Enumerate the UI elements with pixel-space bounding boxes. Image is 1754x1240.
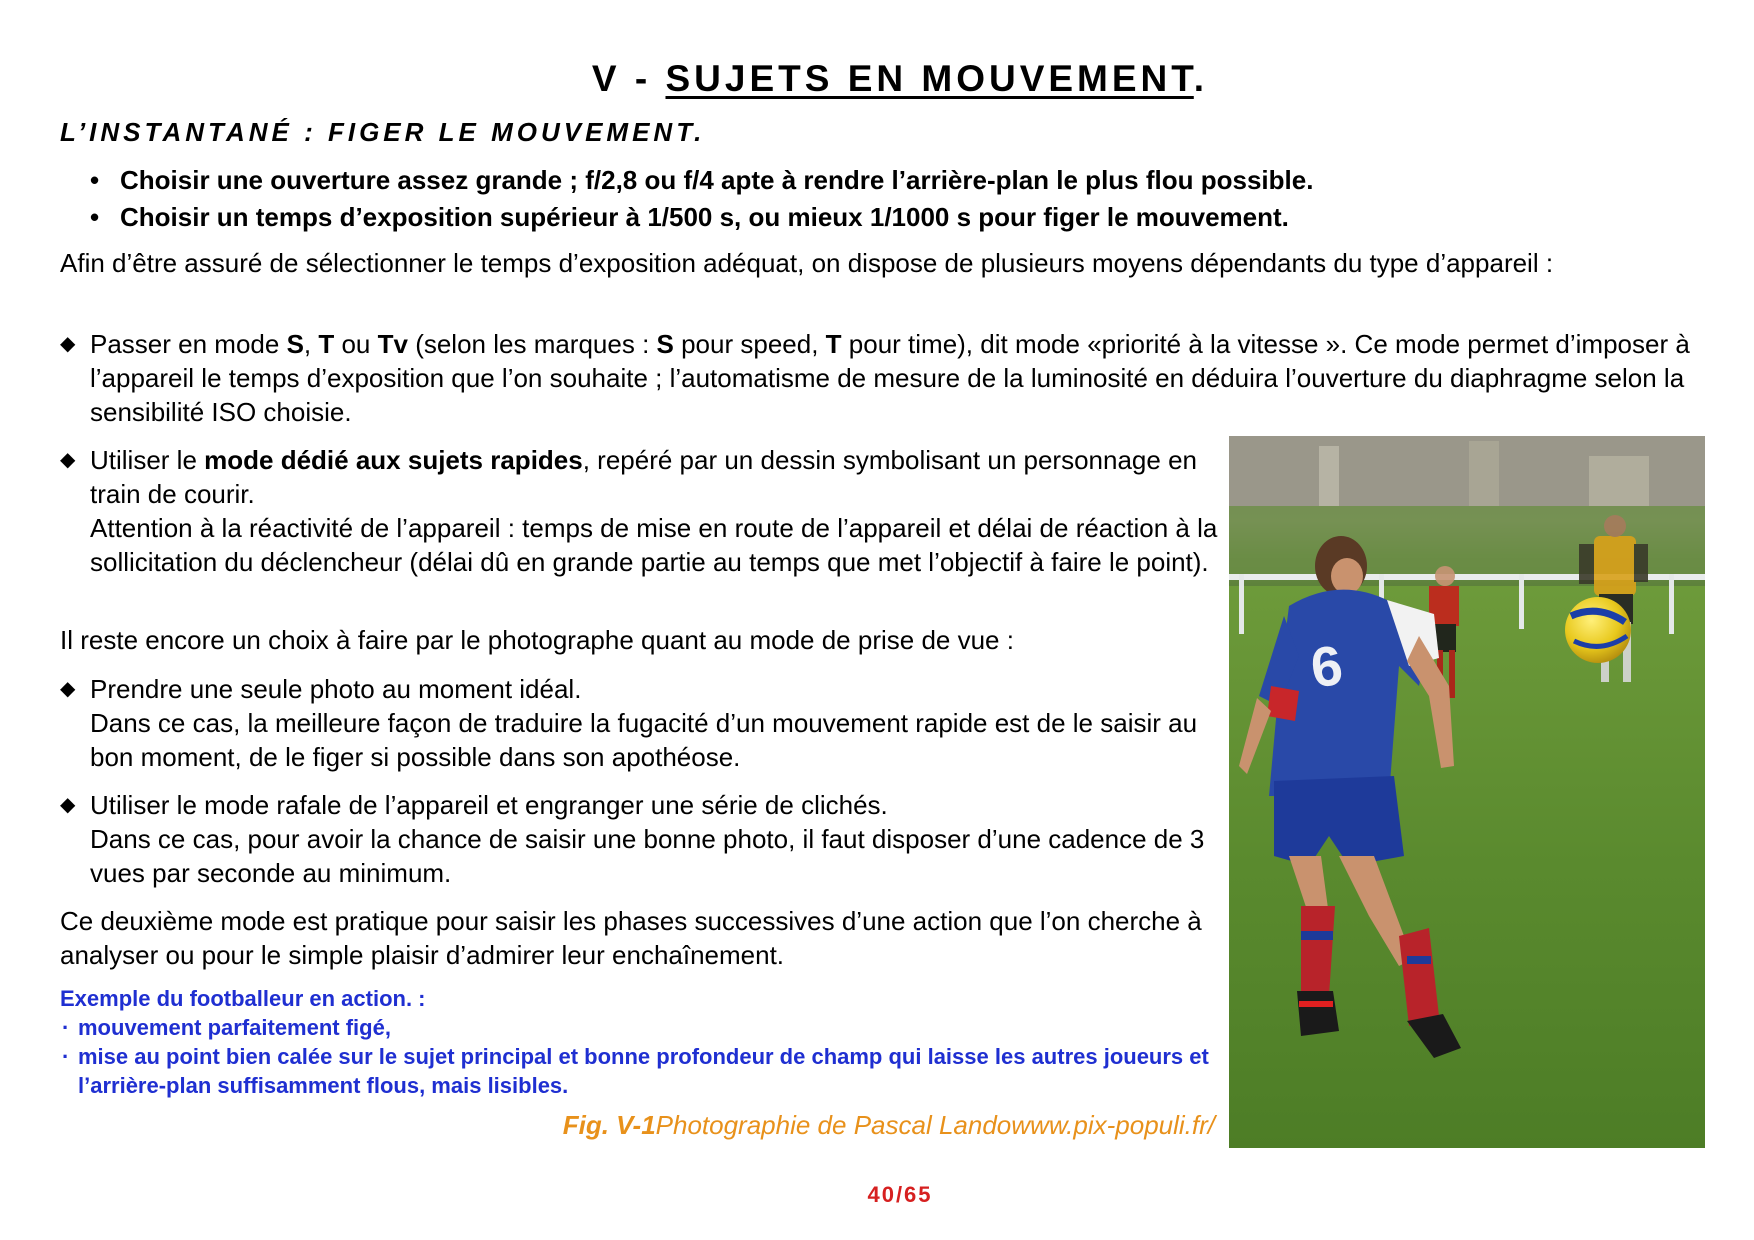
page-number: 40/65	[867, 1182, 933, 1207]
key-point-shutter: • Choisir un temps d’exposition supérieur à 1/500 s, ou mieux 1/1000 s pour figer le mouvement.	[88, 199, 1708, 236]
list-item-text: Utiliser le mode rafale de l’appareil et engranger une série de clichés. Dans ce cas, pour avoir la chance de saisir une bonne photo, il faut disposer d’une cadence de 3 vues par seconde au minimum.	[90, 790, 1205, 888]
example-note	[60, 984, 1220, 1100]
diamond-bullet-icon: ◆	[60, 678, 76, 700]
choice-paragraph: Il reste encore un choix à faire par le photographe quant au mode de prise de vue :	[60, 625, 1014, 655]
key-points	[88, 162, 1708, 236]
example-heading: Exemple du footballeur en action. :	[60, 986, 426, 1011]
figure-caption	[0, 1110, 1215, 1141]
list-item-text: Prendre une seule photo au moment idéal. Dans ce cas, la meilleure façon de traduire la fugacité d’un mouvement rapide est de le saisir au bon moment, de le figer si possible dans son apothéose.	[90, 674, 1198, 772]
intro-paragraph: Afin d’être assuré de sélectionner le temps d’exposition adéquat, on dispose de plusieurs moyens dépendants du type d’appareil :	[60, 248, 1554, 278]
title-main: SUJETS EN MOUVEMENT	[665, 58, 1194, 99]
burst-paragraph: Ce deuxième mode est pratique pour saisir les phases successives d’une action que l’on cherche à analyser ou pour le simple plaisir d’admirer leur enchaînement.	[60, 906, 1202, 970]
section-subtitle: L’INSTANTANÉ : FIGER LE MOUVEMENT.	[60, 117, 706, 147]
list-item-text: Utiliser le mode dédié aux sujets rapides, repéré par un dessin symbolisant un personnage en train de courir. Attention à la réactivité de l’appareil : temps de mise en route de l’appareil et délai de réaction à la sollicitation du déclencheur (délai dû en grande partie au temps que met l’objectif à faire le point).	[90, 445, 1218, 577]
title-suffix: .	[1193, 58, 1209, 99]
title-prefix: V -	[591, 58, 666, 99]
figure-number: Fig. V-1	[562, 1110, 656, 1140]
key-point-aperture: • Choisir une ouverture assez grande ; f/2,8 ou f/4 apte à rendre l’arrière-plan le plus flou possible.	[88, 162, 1708, 199]
page-title	[0, 58, 1754, 100]
list-item-text: Passer en mode S, T ou Tv (selon les marques : S pour speed, T pour time), dit mode «priorité à la vitesse ». Ce mode permet d’imposer à l’appareil le temps d’exposition que l’on souhaite ; l’automatisme de mesure de la luminosité en déduira l’ouverture du diaphragme selon la sensibilité ISO choisie.	[90, 329, 1690, 427]
ball-icon	[1565, 597, 1631, 663]
figure-credit: Photographie de Pascal Landowww.pix-populi.fr/	[655, 1110, 1215, 1140]
example-item: · mise au point bien calée sur le sujet principal et bonne profondeur de champ qui laisse les autres joueurs et l’arrière-plan suffisamment flous, mais lisibles.	[60, 1042, 1220, 1100]
diamond-bullet-icon: ◆	[60, 794, 76, 816]
diamond-bullet-icon: ◆	[60, 333, 76, 355]
example-item: · mouvement parfaitement figé,	[60, 1013, 1220, 1042]
diamond-bullet-icon: ◆	[60, 449, 76, 471]
jersey-number: 6	[1306, 632, 1347, 700]
football-photo	[1229, 436, 1705, 1148]
